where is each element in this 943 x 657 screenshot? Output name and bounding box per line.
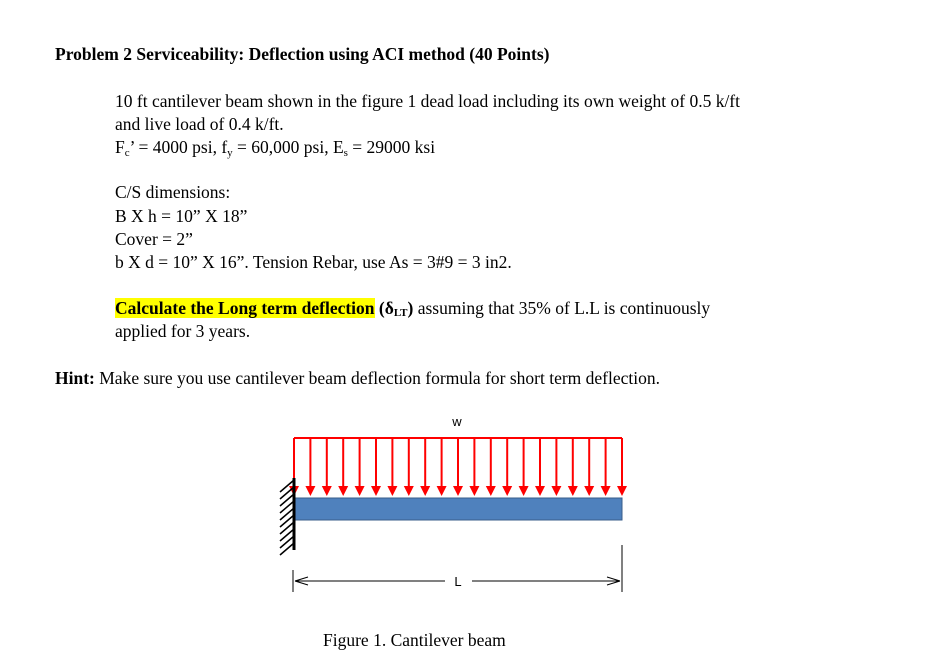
load-arrows [289,438,627,496]
load-arrow [486,438,496,496]
hatch-line [280,487,294,499]
load-arrow [305,438,315,496]
material-properties: $F_c$’ = 4000 psi, $f_y = 60,000$ psi, $E_s = 29000$ ksi [115,137,436,159]
hint-line: Hint: Make sure you use cantilever beam deflection formula for short term deflection. [55,368,661,388]
hatch-line [280,522,294,534]
load-arrow [469,438,479,496]
cs-heading: C/S dimensions: [115,182,231,202]
load-arrow [371,438,381,496]
hatch-line [280,508,294,520]
load-arrow [338,438,348,496]
load-arrow [420,438,430,496]
cs-bxh: B X h = 10” X 18” [115,206,248,226]
cs-bxd: b X d = 10” X 16”. Tension Rebar, use As = 3#9 = 3 in2. [115,252,512,272]
hatch-line [280,543,294,555]
load-arrow [387,438,397,496]
given-line-2: and live load of 0.4 k/ft. [115,114,284,134]
hint-label: Hint: [55,368,95,388]
task-line-2: applied for 3 years. [115,321,251,341]
load-arrow [617,438,627,496]
problem-title: Problem 2 Serviceability: Deflection using ACI method (40 Points) [55,44,550,64]
hatch-line [280,501,294,513]
hatch-line [280,536,294,548]
task-line-1: Calculate the Long term deflection (δLT) assuming that 35% of L.L is continuously [115,298,711,319]
task-highlight: Calculate the Long term deflection [115,298,375,318]
beam [294,498,622,520]
load-label: w [452,414,462,429]
cs-cover: Cover = 2” [115,229,193,249]
load-arrow [437,438,447,496]
load-arrow [355,438,365,496]
figure-caption: Figure 1. Cantilever beam [323,630,506,650]
load-arrow [584,438,594,496]
length-label: L [454,574,462,589]
hatch-line [280,494,294,506]
load-arrow [404,438,414,496]
load-arrow [322,438,332,496]
load-arrow [601,438,611,496]
given-line-1: 10 ft cantilever beam shown in the figure 1 dead load including its own weight of 0.5 k/ft [115,91,740,111]
load-arrow [502,438,512,496]
load-arrow [519,438,529,496]
hatch-line [280,529,294,541]
cantilever-beam-figure [250,400,650,615]
load-arrow [568,438,578,496]
hatch-line [280,515,294,527]
load-arrow [453,438,463,496]
load-arrow [535,438,545,496]
load-arrow [551,438,561,496]
